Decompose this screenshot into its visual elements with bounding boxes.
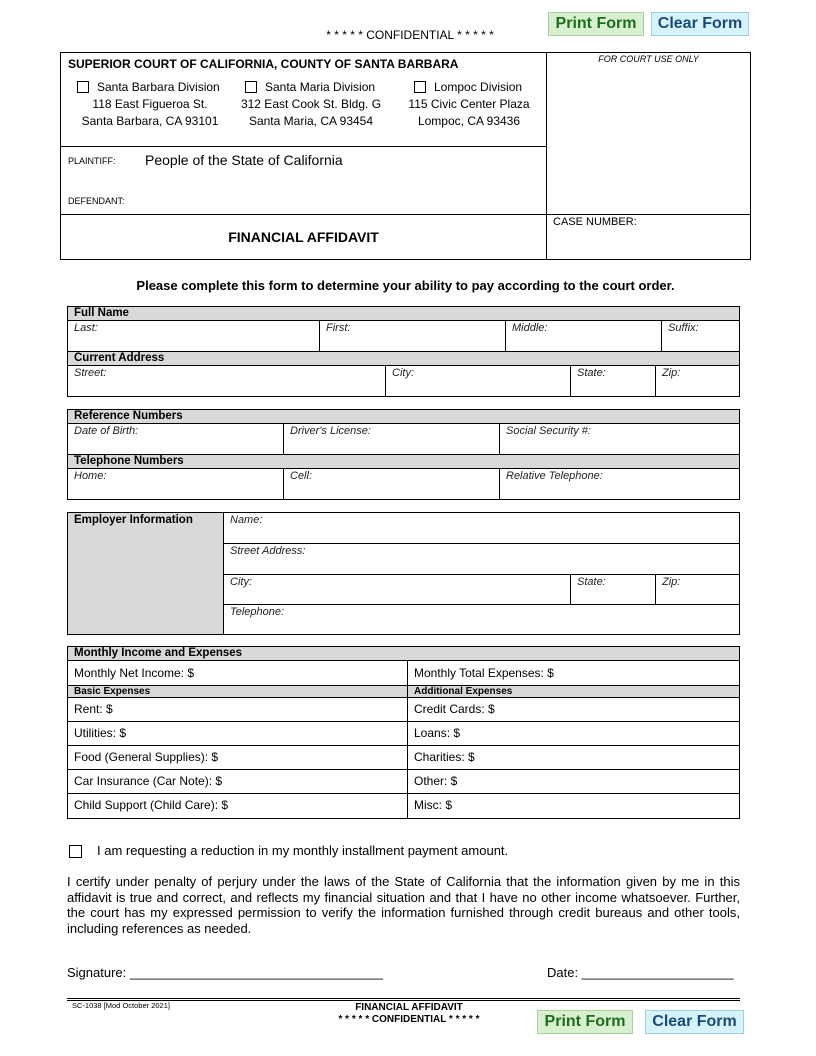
footer-print-form-button[interactable]: Print Form [537,1010,633,1034]
defendant-label: DEFENDANT: [68,196,125,206]
footer-clear-form-button[interactable]: Clear Form [645,1010,744,1034]
other-label: Other: $ [414,774,458,788]
plaintiff-label: PLAINTIFF: [68,156,116,166]
ssn-field[interactable] [500,424,739,454]
case-number-label: CASE NUMBER: [553,216,637,228]
misc-label: Misc: $ [414,798,453,812]
credit-cards-label: Credit Cards: $ [414,702,495,716]
form-title: FINANCIAL AFFIDAVIT [228,229,379,245]
employer-phone-field[interactable] [224,605,739,634]
footer-form-id: SC-1038 [Mod October 2021] [72,1001,170,1010]
division-city: Lompoc, CA 93436 [417,114,521,128]
name-address-section [67,306,740,397]
date-line[interactable]: Date: _____________________ [547,965,734,980]
division-city: Santa Barbara, CA 93101 [81,114,219,128]
rent-field[interactable] [68,698,408,721]
city-label: City: [392,367,414,379]
charities-label: Charities: $ [414,750,475,764]
employer-header: Employer Information [74,514,193,526]
plaintiff-value[interactable]: People of the State of California [145,152,343,168]
net-income-field[interactable] [68,661,408,686]
employer-city-label: City: [230,576,252,588]
relative-phone-label: Relative Telephone: [506,470,603,482]
state-label: State: [577,367,606,379]
misc-field[interactable] [408,794,739,818]
street-label: Street: [74,367,107,379]
last-name-label: Last: [74,322,98,334]
employer-name-label: Name: [230,514,263,526]
expense-row [68,698,739,722]
state-field[interactable] [571,366,656,396]
suffix-field[interactable] [662,321,739,351]
zip-field[interactable] [656,366,739,396]
utilities-field[interactable] [68,722,408,745]
santa-barbara-checkbox[interactable] [77,81,89,93]
print-form-button[interactable]: Print Form [548,12,644,36]
first-name-label: First: [326,322,351,334]
employer-zip-label: Zip: [662,576,681,588]
employer-section [67,512,740,635]
employer-phone-label: Telephone: [230,606,285,618]
court-header-box [60,52,751,260]
current-address-header: Current Address [68,352,739,366]
signature-line[interactable]: Signature: ___________________________________ [67,965,383,980]
drivers-license-label: Driver's License: [290,425,371,437]
telephone-numbers-header: Telephone Numbers [68,455,739,469]
suffix-label: Suffix: [668,322,699,334]
home-phone-label: Home: [74,470,107,482]
street-field[interactable] [68,366,386,396]
relative-phone-field[interactable] [500,469,739,499]
credit-cards-field[interactable] [408,698,739,721]
cell-phone-label: Cell: [290,470,313,482]
dob-label: Date of Birth: [74,425,139,437]
lompoc-checkbox[interactable] [414,81,426,93]
first-name-field[interactable] [320,321,506,351]
total-expenses-field[interactable] [408,661,739,686]
child-support-field[interactable] [68,794,408,818]
middle-name-label: Middle: [512,322,548,334]
employer-state-label: State: [577,576,606,588]
division-street: 312 East Cook St. Bldg. G [240,97,382,111]
footer-confidential: * * * * * CONFIDENTIAL * * * * * [338,1014,480,1025]
expense-row [68,770,739,794]
santa-maria-checkbox[interactable] [245,81,257,93]
employer-street-label: Street Address: [230,545,306,557]
car-insurance-label: Car Insurance (Car Note): $ [74,774,223,788]
loans-label: Loans: $ [414,726,461,740]
cell-phone-field[interactable] [284,469,500,499]
reference-phone-section [67,409,740,500]
reduction-request-checkbox[interactable] [69,845,82,858]
income-header: Monthly Income and Expenses [68,647,739,661]
footer-rule [67,998,740,999]
basic-expenses-header: Basic Expenses [68,686,408,698]
drivers-license-field[interactable] [284,424,500,454]
zip-label: Zip: [662,367,681,379]
footer-title: FINANCIAL AFFIDAVIT [355,1002,463,1013]
full-name-header: Full Name [68,307,739,321]
clear-form-button[interactable]: Clear Form [651,12,749,36]
ssn-label: Social Security #: [506,425,591,437]
court-title: SUPERIOR COURT OF CALIFORNIA, COUNTY OF SANTA BARBARA [68,57,459,71]
city-field[interactable] [386,366,571,396]
instructions: Please complete this form to determine your ability to pay according to the court order. [136,278,675,293]
food-field[interactable] [68,746,408,769]
reference-numbers-header: Reference Numbers [68,410,739,424]
utilities-label: Utilities: $ [74,726,127,740]
other-field[interactable] [408,770,739,793]
employer-street-field[interactable] [224,544,739,575]
additional-expenses-header: Additional Expenses [408,686,739,698]
net-income-label: Monthly Net Income: $ [74,666,195,680]
total-expenses-label: Monthly Total Expenses: $ [414,666,554,680]
expense-row [68,746,739,770]
court-use-only: FOR COURT USE ONLY [598,54,699,64]
division-street: 118 East Figueroa St. [92,97,208,111]
child-support-label: Child Support (Child Care): $ [74,798,229,812]
top-confidential: * * * * * CONFIDENTIAL * * * * * [326,28,494,42]
division-name: Lompoc Division [434,80,523,94]
rent-label: Rent: $ [74,702,113,716]
car-insurance-field[interactable] [68,770,408,793]
employer-state-field[interactable] [571,575,656,604]
division-street: 115 Civic Center Plaza [408,97,530,111]
certification-text: I certify under penalty of perjury under the laws of the State of California that the information given by me in this affidavit is true and correct, and reflects my financial situation and that I have no other income whatsoever. Further, the court has my expressed permission to verify the information furnished through credit bureaus and other tools, including references as needed. [67,874,740,936]
division-name: Santa Barbara Division [97,80,220,94]
income-expenses-section [67,646,740,819]
food-label: Food (General Supplies): $ [74,750,219,764]
employer-city-field[interactable] [224,575,571,604]
employer-name-field[interactable] [224,513,739,544]
charities-field[interactable] [408,746,739,769]
division-name: Santa Maria Division [265,80,376,94]
reduction-request-label: I am requesting a reduction in my monthly installment payment amount. [97,843,509,858]
dob-field[interactable] [68,424,284,454]
employer-zip-field[interactable] [656,575,739,604]
last-name-field[interactable] [68,321,320,351]
middle-name-field[interactable] [506,321,662,351]
loans-field[interactable] [408,722,739,745]
expense-row [68,794,739,818]
expense-row [68,722,739,746]
home-phone-field[interactable] [68,469,284,499]
division-city: Santa Maria, CA 93454 [248,114,374,128]
